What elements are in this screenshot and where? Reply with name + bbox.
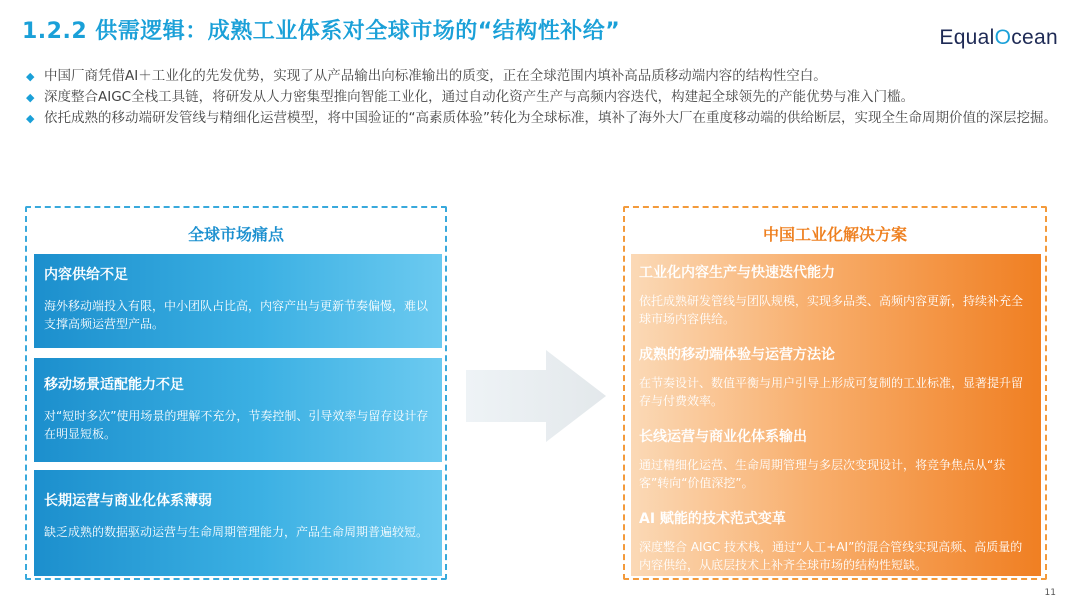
bullet-text: 中国厂商凭借AI＋工业化的先发优势，实现了从产品输出向标准输出的质变，正在全球范围内填补高品质移动端内容的结构性空白。 (44, 68, 827, 84)
panel-title: 全球市场痛点 (187, 225, 284, 244)
logo-text-3: cean (1011, 26, 1058, 49)
bullet-item (26, 87, 1061, 108)
bullet-item (26, 66, 1061, 87)
solution-card (631, 500, 1041, 576)
solution-card (631, 336, 1041, 418)
card-body: 缺乏成熟的数据驱动运营与生命周期管理能力，产品生命周期普遍较短。 (44, 525, 429, 539)
card-heading: 工业化内容生产与快速迭代能力 (639, 265, 835, 281)
card-body: 海外移动端投入有限，中小团队占比高，内容产出与更新节奏偏慢，难以支撑高频运营型产品。 (44, 299, 429, 331)
solutions-panel (623, 206, 1047, 580)
card-body: 深度整合 AIGC 技术栈，通过“人工+AI”的混合管线实现高频、高质量的内容供给，从底层技术上补齐全球市场的结构性短缺。 (639, 540, 1023, 572)
logo-text-1: Equal (939, 26, 995, 49)
card-heading: 长线运营与商业化体系输出 (639, 429, 807, 445)
logo-text-2: O (994, 26, 1012, 49)
card-body: 对“短时多次”使用场景的理解不充分，节奏控制、引导效率与留存设计存在明显短板。 (44, 409, 429, 441)
pain-point-card (34, 358, 442, 462)
diamond-bullet-icon: ◆ (26, 112, 35, 125)
card-heading: 移动场景适配能力不足 (44, 377, 184, 393)
card-heading: 成熟的移动端体验与运营方法论 (639, 347, 835, 363)
pain-point-card (34, 470, 442, 576)
diamond-bullet-icon: ◆ (26, 91, 35, 104)
card-body: 在节奏设计、数值平衡与用户引导上形成可复制的工业标准，显著提升留存与付费效率。 (639, 376, 1024, 408)
card-heading: 长期运营与商业化体系薄弱 (44, 493, 212, 509)
diamond-bullet-icon: ◆ (26, 70, 35, 83)
pain-points-panel (25, 206, 447, 580)
solution-card (631, 418, 1041, 500)
bullet-text: 依托成熟的移动端研发管线与精细化运营模型，将中国验证的“高素质体验”转化为全球标准，填补了海外大厂在重度移动端的供给断层，实现全生命周期价值的深层挖掘。 (44, 110, 1057, 126)
solution-card (631, 254, 1041, 336)
card-body: 依托成熟研发管线与团队规模，实现多品类、高频内容更新，持续补充全球市场内容供给。 (639, 294, 1024, 326)
right-arrow-icon (466, 350, 606, 442)
card-heading: AI 赋能的技术范式变革 (639, 511, 786, 527)
bullet-text: 深度整合AIGC全栈工具链，将研发从人力密集型推向智能工业化，通过自动化资产生产与高频内容迭代，构建起全球领先的产能优势与准入门槛。 (44, 89, 915, 105)
page-title: 1.2.2 供需逻辑：成熟工业体系对全球市场的“结构性补给” (22, 19, 621, 44)
card-heading: 内容供给不足 (44, 267, 128, 283)
page-number: 11 (1044, 588, 1056, 598)
panel-title: 中国工业化解决方案 (762, 225, 907, 244)
bullet-item (26, 108, 1061, 129)
bullet-list (26, 66, 1061, 129)
card-body: 通过精细化运营、生命周期管理与多层次变现设计，将竞争焦点从“获客”转向“价值深挖”。 (639, 458, 1006, 490)
pain-point-card (34, 254, 442, 348)
equalocean-logo (939, 26, 1058, 50)
